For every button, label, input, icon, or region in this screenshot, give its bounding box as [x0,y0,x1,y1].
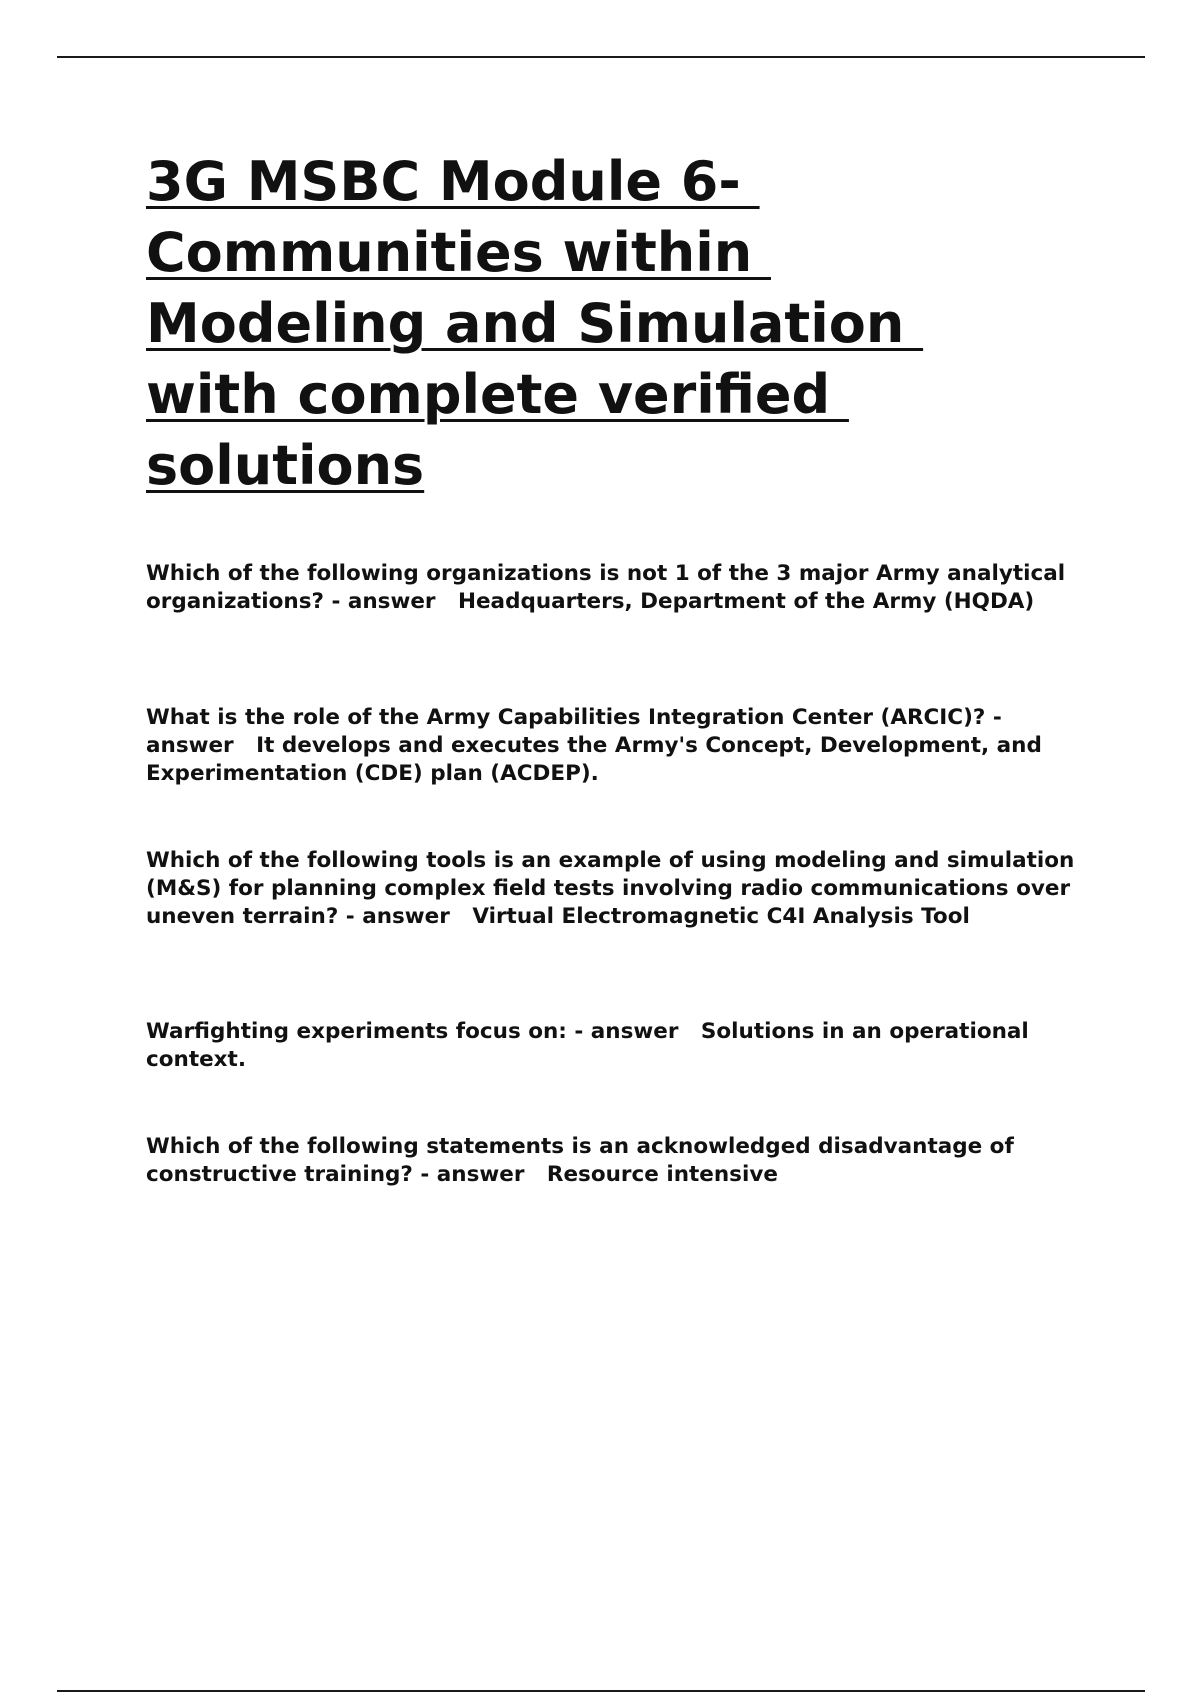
title-line: solutions [146,434,425,497]
qa-item-5 [146,1133,1076,1189]
qa-answer: Headquarters, Department of the Army (HQDA) [457,589,1035,614]
qa-item-4 [146,1018,1076,1074]
title-line: Communities within [146,221,771,284]
title-line: Modeling and Simulation [146,292,924,355]
qa-answer: Resource intensive [546,1162,778,1187]
qa-question: Which of the following tools is an example of using modeling and simulation (M&S) for planning complex field tests involving radio communications over uneven terrain? - answer [146,848,1075,929]
qa-question: Which of the following statements is an acknowledged disadvantage of constructive training? - answer [146,1134,1014,1187]
top-rule [57,56,1145,58]
qa-item-3 [146,847,1076,931]
qa-question: What is the role of the Army Capabilities Integration Center (ARCIC)? - answer [146,705,1002,758]
qa-answer: Virtual Electromagnetic C4I Analysis Tool [472,904,970,929]
qa-item-2 [146,704,1076,788]
qa-item-1 [146,560,1076,616]
qa-question: Which of the following organizations is not 1 of the 3 major Army analytical organizations? - answer [146,561,1066,614]
qa-question: Warfighting experiments focus on: - answer [146,1019,679,1044]
bottom-rule [57,1690,1145,1692]
title-line: 3G MSBC Module 6- [146,150,760,213]
qa-answer: Solutions in an operational context. [146,1019,1029,1072]
title-line: with complete verified [146,363,849,426]
qa-answer: It develops and executes the Army's Concept, Development, and Experimentation (CDE) plan (ACDEP). [146,733,1042,786]
document-title [146,146,1046,501]
